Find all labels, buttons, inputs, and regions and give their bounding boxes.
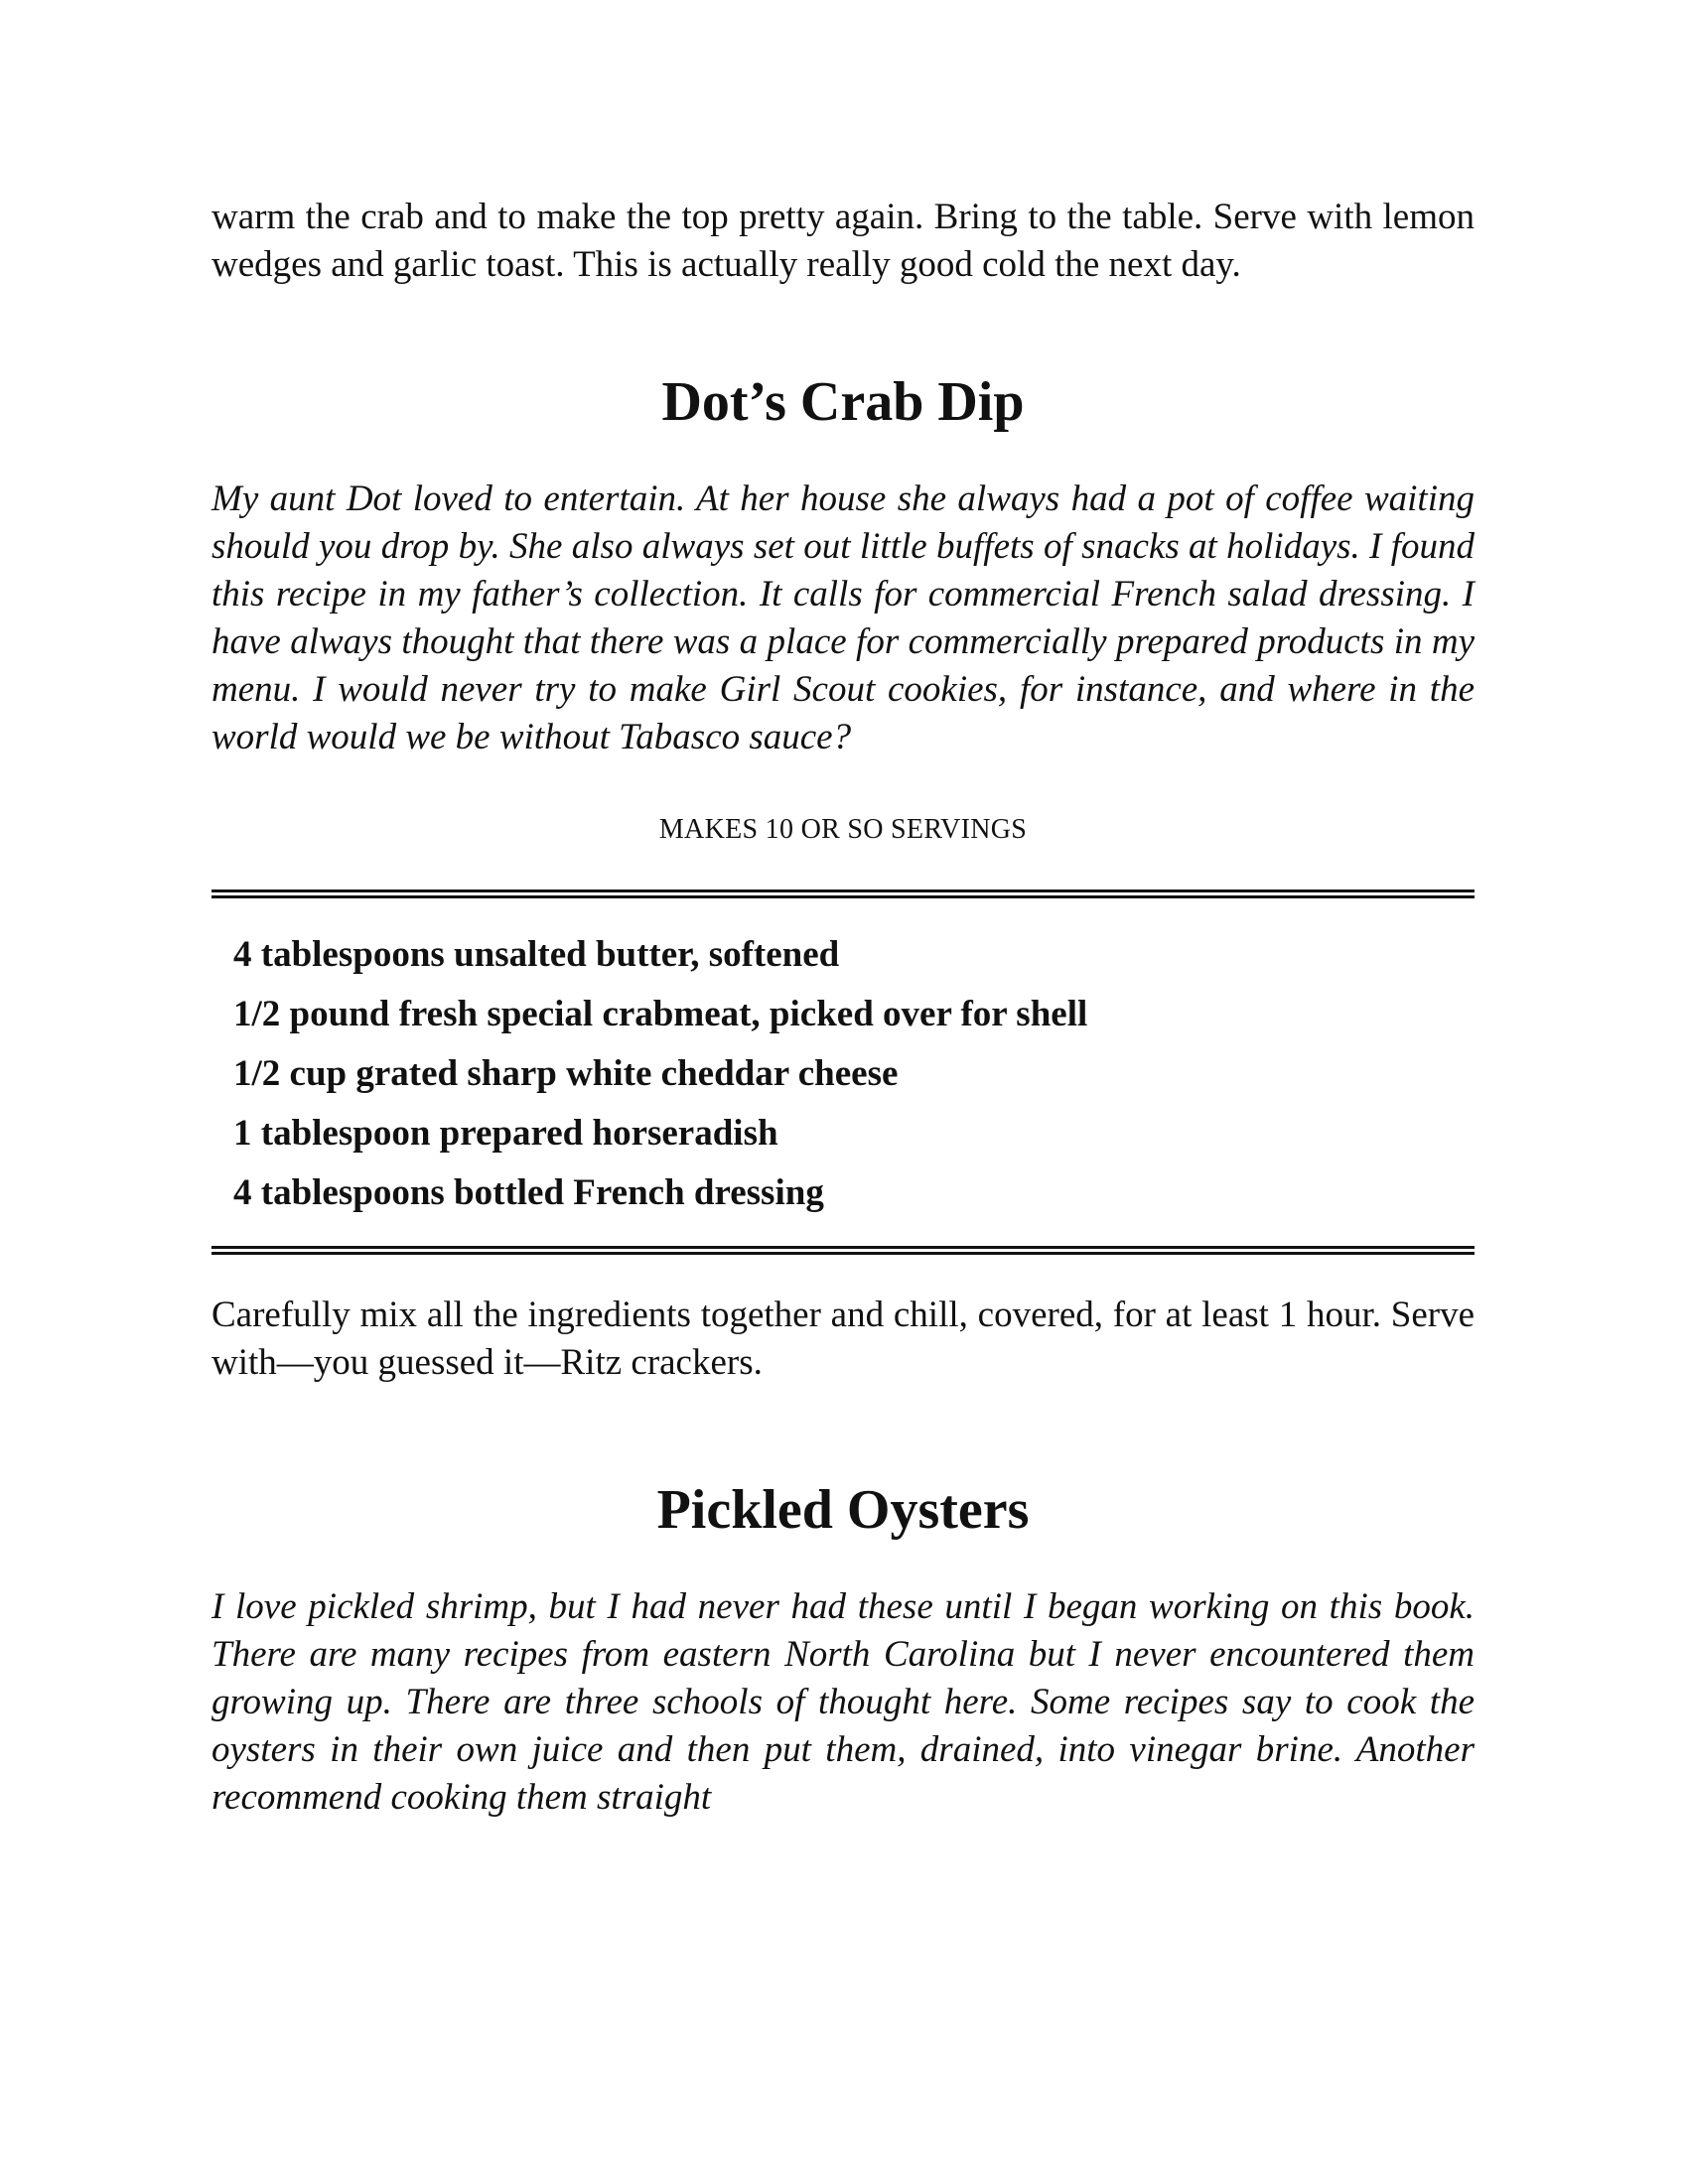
- recipe-description-pickled-oysters: I love pickled shrimp, but I had never had these until I began working on this book. There are many recipes from eastern North Carolina but I never encountered them growing up. There are three schools of thought here. Some recipes say to cook the oysters in their own juice and then put them, drained, into vinegar brine. Another recommend cooking them straight: [211, 1586, 1475, 1818]
- ingredient-item: 1/2 pound fresh special crabmeat, picked over for shell: [233, 994, 1088, 1034]
- ingredient-item: 1 tablespoon prepared horseradish: [233, 1113, 778, 1154]
- document-page: [211, 194, 1475, 1822]
- recipe-title-pickled-oysters: Pickled Oysters: [656, 1479, 1030, 1541]
- ingredients-top-rule: [211, 889, 1475, 898]
- intro-paragraph: warm the crab and to make the top pretty again. Bring to the table. Serve with lemon wedges and garlic toast. This is actually really good cold the next day.: [211, 197, 1475, 285]
- servings-note: MAKES 10 OR SO SERVINGS: [658, 814, 1028, 845]
- ingredient-item: 4 tablespoons bottled French dressing: [233, 1172, 824, 1213]
- ingredients-list: [211, 925, 1475, 1223]
- recipe-description-crab-dip: My aunt Dot loved to entertain. At her house she always had a pot of coffee waiting should you drop by. She also always set out little buffets of snacks at holidays. I found this recipe in my father’s collection. It calls for commercial French salad dressing. I have always thought that there was a place for commercially prepared products in my menu. I would never try to make Girl Scout cookies, for instance, and where in the world would we be without Tabasco sauce?: [211, 478, 1475, 757]
- ingredient-item: 1/2 cup grated sharp white cheddar cheese: [233, 1053, 899, 1094]
- recipe-method-crab-dip: Carefully mix all the ingredients together and chill, covered, for at least 1 hour. Serve with—you guessed it—Ritz crackers.: [211, 1295, 1475, 1383]
- recipe-title-crab-dip: Dot’s Crab Dip: [661, 371, 1025, 433]
- ingredient-item: 4 tablespoons unsalted butter, softened: [233, 934, 840, 975]
- ingredients-bottom-rule: [211, 1246, 1475, 1255]
